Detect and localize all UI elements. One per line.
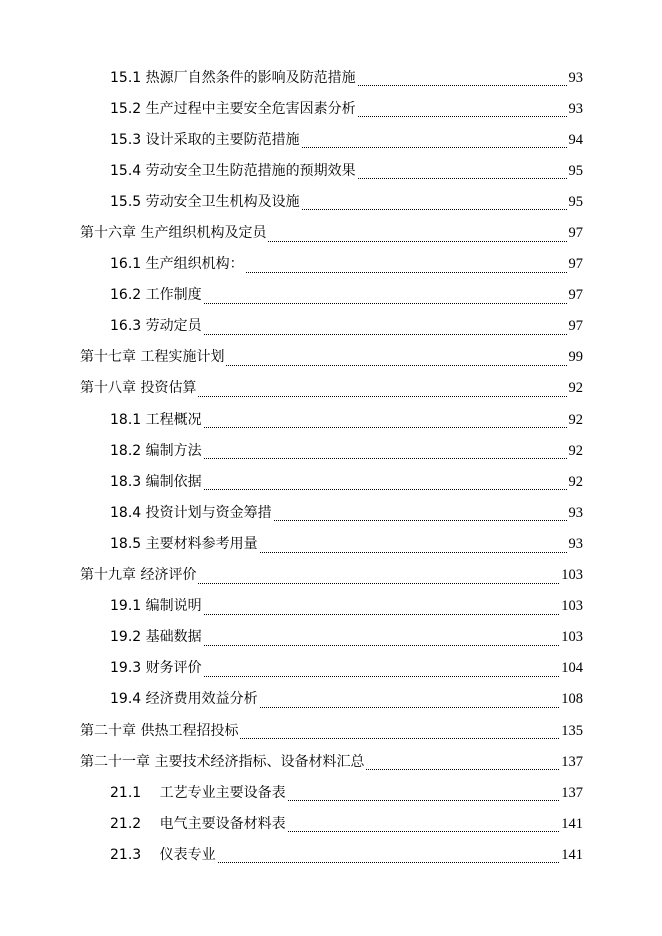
toc-dot-leader (288, 786, 560, 801)
toc-entry-page-number: 93 (568, 504, 583, 521)
toc-entry-page-number: 97 (568, 318, 583, 335)
toc-entry-title: 第十八章 投资估算 (80, 380, 197, 397)
toc-chapter-entry[interactable] (0, 560, 662, 591)
toc-entry-page-number: 103 (561, 567, 583, 584)
toc-entry-title: 第十六章 生产组织机构及定员 (80, 225, 267, 242)
toc-entry-page-number: 93 (568, 100, 583, 117)
toc-dot-leader (226, 351, 566, 366)
toc-section-entry[interactable] (0, 684, 662, 715)
toc-dot-leader (204, 631, 560, 646)
toc-entry-page-number: 135 (561, 722, 583, 739)
toc-entry-page-number: 99 (568, 349, 583, 366)
toc-entry-title: 18.2 编制方法 (110, 442, 202, 459)
toc-dot-leader (358, 102, 567, 117)
toc-dot-leader (204, 320, 567, 335)
toc-dot-leader (366, 755, 559, 770)
toc-section-entry[interactable] (0, 839, 662, 870)
toc-dot-leader (204, 289, 567, 304)
toc-dot-leader (358, 164, 567, 179)
toc-dot-leader (198, 569, 559, 584)
toc-entry-title: 21.1 工艺专业主要设备表 (110, 784, 286, 801)
toc-section-entry[interactable] (0, 404, 662, 435)
toc-entry-title: 15.5 劳动安全卫生机构及设施 (110, 193, 300, 210)
toc-entry-page-number: 95 (568, 193, 583, 210)
toc-dot-leader (260, 538, 567, 553)
toc-section-entry[interactable] (0, 311, 662, 342)
toc-entry-page-number: 92 (568, 473, 583, 490)
toc-entry-title: 第十七章 工程实施计划 (80, 349, 225, 366)
toc-dot-leader (288, 817, 560, 832)
toc-entry-title: 15.3 设计采取的主要防范措施 (110, 131, 300, 148)
toc-section-entry[interactable] (0, 591, 662, 622)
toc-dot-leader (358, 71, 567, 86)
toc-section-entry[interactable] (0, 62, 662, 93)
toc-chapter-entry[interactable] (0, 715, 662, 746)
toc-entry-title: 18.4 投资计划与资金筹措 (110, 504, 272, 521)
toc-entry-page-number: 97 (568, 287, 583, 304)
toc-entry-page-number: 93 (568, 69, 583, 86)
toc-dot-leader (268, 227, 566, 242)
toc-entry-title: 18.3 编制依据 (110, 473, 202, 490)
toc-entry-title: 16.1 生产组织机构： (110, 256, 244, 273)
toc-entry-page-number: 141 (561, 815, 583, 832)
toc-dot-leader (204, 600, 560, 615)
toc-section-entry[interactable] (0, 622, 662, 653)
toc-entry-page-number: 92 (568, 442, 583, 459)
toc-entry-page-number: 92 (568, 411, 583, 428)
toc-section-entry[interactable] (0, 528, 662, 559)
toc-entry-title: 19.2 基础数据 (110, 629, 202, 646)
toc-section-entry[interactable] (0, 186, 662, 217)
toc-dot-leader (198, 382, 566, 397)
toc-dot-leader (218, 848, 560, 863)
toc-dot-leader (204, 475, 567, 490)
toc-entry-title: 18.5 主要材料参考用量 (110, 535, 258, 552)
toc-dot-leader (204, 413, 567, 428)
toc-entry-page-number: 94 (568, 131, 583, 148)
toc-section-entry[interactable] (0, 155, 662, 186)
toc-entry-page-number: 92 (568, 380, 583, 397)
toc-dot-leader (204, 662, 560, 677)
toc-entry-title: 第二十章 供热工程招投标 (80, 722, 239, 739)
toc-entry-title: 18.1 工程概况 (110, 411, 202, 428)
toc-entry-page-number: 137 (561, 784, 583, 801)
toc-entry-page-number: 95 (568, 162, 583, 179)
toc-entry-title: 21.2 电气主要设备材料表 (110, 815, 286, 832)
toc-entry-title: 21.3 仪表专业 (110, 846, 216, 863)
toc-dot-leader (302, 133, 567, 148)
toc-chapter-entry[interactable] (0, 217, 662, 248)
toc-entry-title: 16.3 劳动定员 (110, 318, 202, 335)
toc-dot-leader (274, 506, 567, 521)
toc-chapter-entry[interactable] (0, 373, 662, 404)
toc-entry-title: 15.4 劳动安全卫生防范措施的预期效果 (110, 162, 356, 179)
toc-entry-title: 15.2 生产过程中主要安全危害因素分析 (110, 100, 356, 117)
toc-entry-page-number: 104 (561, 660, 583, 677)
toc-entry-page-number: 108 (561, 691, 583, 708)
toc-entry-page-number: 97 (568, 256, 583, 273)
toc-entry-title: 15.1 热源厂自然条件的影响及防范措施 (110, 69, 356, 86)
toc-entry-page-number: 93 (568, 535, 583, 552)
toc-section-entry[interactable] (0, 280, 662, 311)
toc-section-entry[interactable] (0, 466, 662, 497)
toc-section-entry[interactable] (0, 93, 662, 124)
toc-entry-title: 19.3 财务评价 (110, 660, 202, 677)
toc-entry-page-number: 141 (561, 846, 583, 863)
toc-chapter-entry[interactable] (0, 342, 662, 373)
toc-section-entry[interactable] (0, 777, 662, 808)
toc-entry-page-number: 103 (561, 598, 583, 615)
toc-dot-leader (260, 693, 560, 708)
toc-section-entry[interactable] (0, 249, 662, 280)
toc-section-entry[interactable] (0, 435, 662, 466)
toc-dot-leader (302, 195, 567, 210)
toc-entry-title: 19.4 经济费用效益分析 (110, 691, 258, 708)
toc-dot-leader (204, 444, 567, 459)
toc-section-entry[interactable] (0, 653, 662, 684)
table-of-contents (0, 62, 662, 870)
toc-entry-title: 16.2 工作制度 (110, 287, 202, 304)
toc-chapter-entry[interactable] (0, 746, 662, 777)
toc-section-entry[interactable] (0, 124, 662, 155)
toc-section-entry[interactable] (0, 808, 662, 839)
toc-entry-page-number: 137 (561, 753, 583, 770)
toc-entry-page-number: 103 (561, 629, 583, 646)
toc-dot-leader (240, 724, 559, 739)
toc-section-entry[interactable] (0, 497, 662, 528)
toc-entry-title: 19.1 编制说明 (110, 598, 202, 615)
toc-entry-title: 第十九章 经济评价 (80, 567, 197, 584)
toc-entry-title: 第二十一章 主要技术经济指标、设备材料汇总 (80, 753, 365, 770)
toc-dot-leader (246, 258, 567, 273)
toc-entry-page-number: 97 (568, 225, 583, 242)
